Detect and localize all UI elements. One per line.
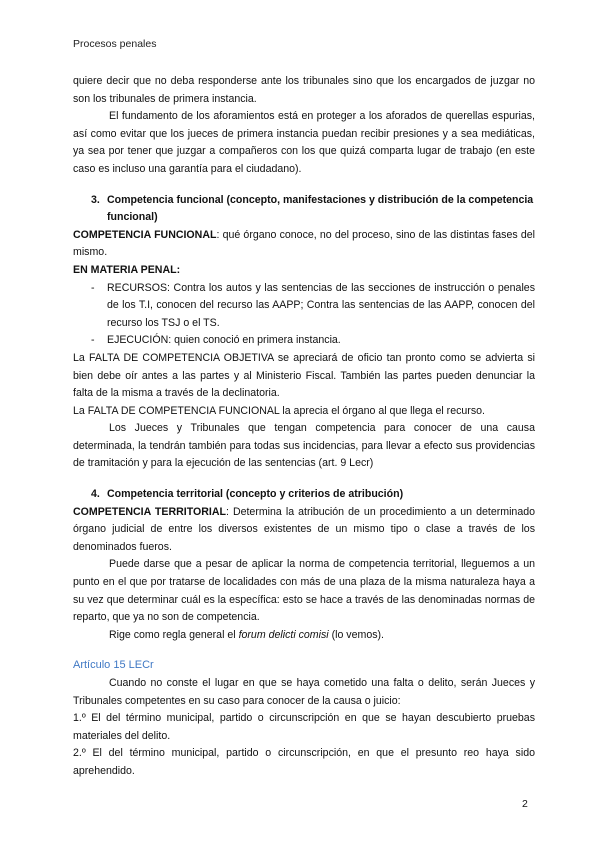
section-heading-4 <box>73 486 535 504</box>
paragraph: 2.º El del término municipal, partido o circunscripción, en que el presunto reo haya sido aprehendido. <box>73 747 535 777</box>
running-header: Procesos penales <box>73 38 157 50</box>
latin-term: forum delicti comisi <box>238 628 329 641</box>
section-number: 3. <box>91 193 100 206</box>
paragraph: Cuando no conste el lugar en que se haya cometido una falta o delito, serán Jueces y Tribunales competentes en su caso para conocer de la causa o juicio: <box>73 677 535 707</box>
list-item <box>73 280 535 333</box>
bullet-dash: - <box>91 334 95 347</box>
section-heading-3 <box>73 192 535 227</box>
definition-funcional <box>73 227 535 262</box>
paragraph: 1.º El del término municipal, partido o circunscripción en que se hayan descubierto pruebas materiales del delito. <box>73 712 535 742</box>
term-label: COMPETENCIA TERRITORIAL <box>73 505 226 518</box>
document-body <box>73 73 535 781</box>
paragraph: La FALTA DE COMPETENCIA FUNCIONAL la aprecia el órgano al que llega el recurso. <box>73 404 485 417</box>
paragraph: Los Jueces y Tribunales que tengan competencia para conocer de una causa determinada, la tendrán también para todas sus incidencias, para llevar a efecto sus providencias de tramitación y para la ejecución de las sentencias (art. 9 Lecr) <box>73 422 535 470</box>
section-title: Competencia territorial (concepto y criterios de atribución) <box>107 488 404 501</box>
section-title: Competencia funcional (concepto, manifestaciones y distribución de la competencia funcional) <box>107 193 534 224</box>
paragraph: El fundamento de los aforamientos está en proteger a los aforados de querellas espurias, así como evitar que los jueces de primera instancia puedan recibir presiones y a sea mediáticas, ya sea por tener que juzgar a compañeros con los que quizá comparta lugar de trabajo (en este caso es incluso una garantía para el ciudadano). <box>73 110 535 175</box>
subheading-materia-penal: EN MATERIA PENAL: <box>73 263 181 276</box>
paragraph: Rige como regla general el forum delicti comisi (lo vemos). <box>109 628 384 641</box>
bullet-text: EJECUCIÓN: quien conoció en primera instancia. <box>107 334 341 347</box>
page-number: 2 <box>522 798 528 810</box>
list-item <box>73 332 535 350</box>
definition-territorial <box>73 504 535 557</box>
paragraph: La FALTA DE COMPETENCIA OBJETIVA se apreciará de oficio tan pronto como se advierta si bien debe oír antes a las partes y al Ministerio Fiscal. También las partes pueden denunciar la falta de la misma a través de la declinatoria. <box>73 351 535 400</box>
section-number: 4. <box>91 488 100 501</box>
article-heading: Artículo 15 LECr <box>73 659 154 672</box>
bullet-text: RECURSOS: Contra los autos y las sentencias de las secciones de instrucción o penales de los T.I, conocen del recurso las AAPP; Contra las sentencias de las AAPP, conocen del recurso los TSJ o el TS. <box>107 281 535 329</box>
term-label: COMPETENCIA FUNCIONAL <box>73 228 217 241</box>
term-definition: : qué órgano conoce, no del proceso, sino de las distintas fases del mismo. <box>73 228 535 259</box>
paragraph: Puede darse que a pesar de aplicar la norma de competencia territorial, lleguemos a un punto en el que por tratarse de localidades con más de una plaza de la misma naturaleza haya a su vez que determinar cuál es la específica: esto se hace a través de las denominadas normas de reparto, que ya no son de competencia. <box>73 558 535 624</box>
term-definition: : Determina la atribución de un procedimiento a un determinado órgano judicial de entre los diversos existentes de un mismo tipo o clase a través de los denominados fueros. <box>73 505 535 553</box>
paragraph: quiere decir que no deba responderse ante los tribunales sino que los encargados de juzgar no son los tribunales de primera instancia. <box>73 75 535 105</box>
bullet-dash: - <box>91 281 95 294</box>
